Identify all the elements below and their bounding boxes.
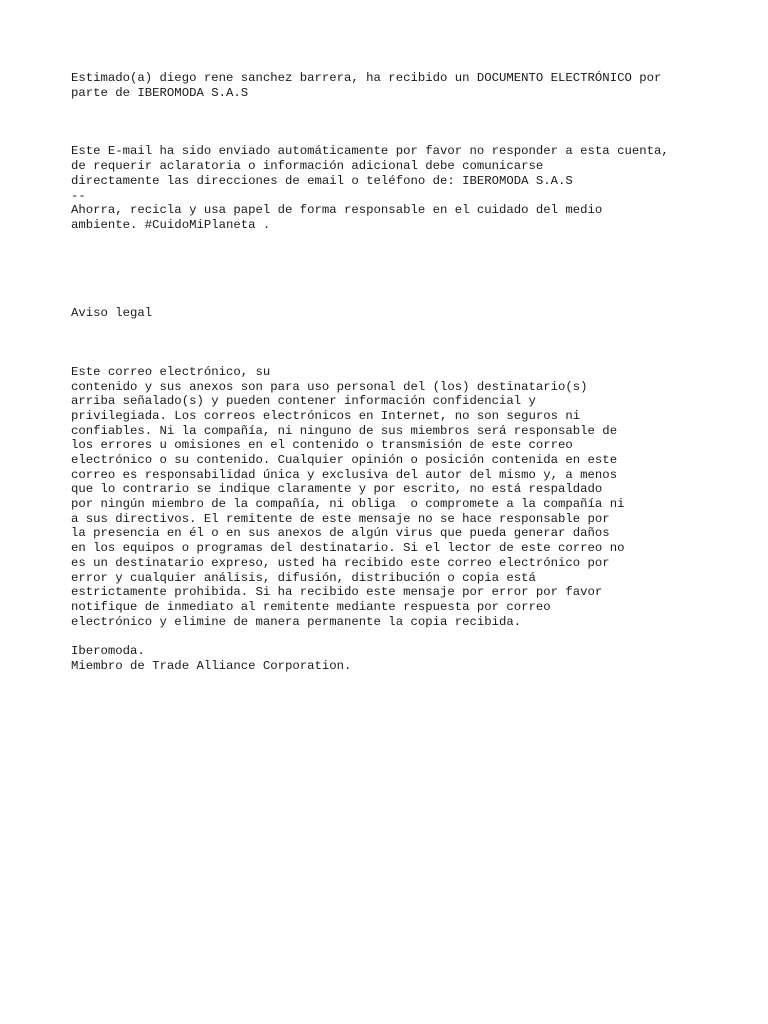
legal-line: en los equipos o programas del destinatario. Si el lector de este correo no <box>71 541 625 556</box>
legal-line: Este correo electrónico, su <box>71 364 271 379</box>
legal-line: la presencia en él o en sus anexos de algún virus que pueda generar daños <box>71 526 610 541</box>
greeting-line: Estimado(a) diego rene sanchez barrera, ha recibido un DOCUMENTO ELECTRÓNICO por <box>71 71 662 85</box>
notice-line: ambiente. #CuidoMiPlaneta . <box>71 217 271 232</box>
notice-line: Este E-mail ha sido enviado automáticamente por favor no responder a esta cuenta, <box>71 144 669 159</box>
email-body <box>71 71 711 673</box>
signature-separator: -- <box>71 188 86 203</box>
legal-line: error y cualquier análisis, difusión, distribución o copia está <box>71 570 536 585</box>
legal-line: es un destinatario expreso, usted ha recibido este correo electrónico por <box>71 555 610 570</box>
legal-line: que lo contrario se indique claramente y por escrito, no está respaldado <box>71 482 603 497</box>
signature-company: Iberomoda. <box>71 643 145 658</box>
notice-line: Ahorra, recicla y usa papel de forma responsable en el cuidado del medio <box>71 203 603 218</box>
legal-line: arriba señalado(s) y pueden contener información confidencial y <box>71 394 536 409</box>
legal-disclaimer <box>71 365 711 629</box>
notice-line: de requerir aclaratoria o información adicional debe comunicarse <box>71 159 544 174</box>
greeting-paragraph <box>71 71 711 100</box>
auto-email-notice <box>71 144 711 232</box>
legal-line: electrónico y elimine de manera permanente la copia recibida. <box>71 614 522 629</box>
legal-line: correo es responsabilidad única y exclusiva del autor del mismo y, a menos <box>71 467 618 482</box>
notice-line: directamente las direcciones de email o teléfono de: IBEROMODA S.A.S <box>71 173 573 188</box>
legal-line: notifique de inmediato al remitente mediante respuesta por correo <box>71 599 551 614</box>
legal-heading: Aviso legal <box>71 306 153 321</box>
greeting-line: parte de IBEROMODA S.A.S <box>71 85 249 100</box>
legal-line: electrónico o su contenido. Cualquier opinión o posición contenida en este <box>71 453 618 467</box>
legal-line: a sus directivos. El remitente de este mensaje no se hace responsable por <box>71 511 610 526</box>
legal-line: estrictamente prohibida. Si ha recibido este mensaje por error por favor <box>71 585 603 600</box>
legal-line: los errores u omisiones en el contenido o transmisión de este correo <box>71 438 573 453</box>
email-signature <box>71 644 711 673</box>
signature-membership: Miembro de Trade Alliance Corporation. <box>71 658 352 673</box>
legal-line: por ningún miembro de la compañía, ni obliga o compromete a la compañía ni <box>71 497 625 512</box>
legal-line: privilegiada. Los correos electrónicos en Internet, no son seguros ni <box>71 408 581 423</box>
legal-line: confiables. Ni la compañía, ni ninguno de sus miembros será responsable de <box>71 423 618 438</box>
legal-line: contenido y sus anexos son para uso personal del (los) destinatario(s) <box>71 379 588 394</box>
